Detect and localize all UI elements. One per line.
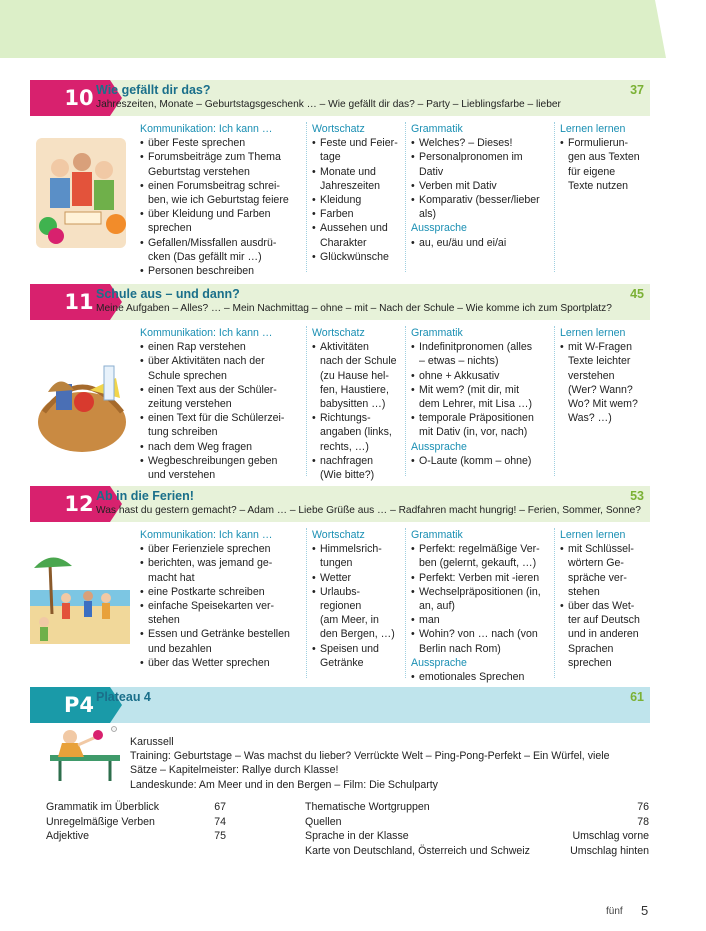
- column-line: (zu Hause hel-: [320, 369, 389, 382]
- plateau-line: Landeskunde: Am Meer und in den Bergen – Film: Die Schulparty: [130, 778, 438, 791]
- column-line: • Personalpronomen im: [411, 150, 556, 164]
- column-line: • einen Text für die Schülerzei-: [140, 411, 305, 425]
- column-line: Sprachen: [568, 642, 614, 655]
- column-divider: [405, 326, 406, 476]
- appendix-entry[interactable]: Grammatik im Überblick 67: [46, 801, 226, 813]
- column-line: regionen: [320, 600, 362, 613]
- column-heading: Kommunikation: Ich kann …: [140, 327, 273, 339]
- column-heading: Wortschatz: [312, 327, 365, 339]
- column-line: • mit Schlüssel-: [560, 542, 650, 556]
- column-heading: Kommunikation: Ich kann …: [140, 123, 273, 135]
- column-line: Jahreszeiten: [320, 179, 381, 192]
- unit-subtitle: Meine Aufgaben – Alles? … – Mein Nachmittag – ohne – mit – Nach der Schule – Wie komme ich zum Sportplatz?: [96, 303, 612, 314]
- column-line: (am Meer, in: [320, 614, 379, 627]
- column-grammatik: [411, 528, 556, 684]
- column-divider: [405, 528, 406, 678]
- column-line: • über Ferienziele sprechen: [140, 542, 305, 556]
- plateau-header: [30, 687, 650, 723]
- column-divider: [554, 326, 555, 476]
- column-line: • Forumsbeiträge zum Thema: [140, 150, 305, 164]
- column-heading: Grammatik: [411, 529, 463, 541]
- aussprache-line: • O-Laute (komm – ohne): [411, 454, 556, 468]
- column-line: • Formulierun-: [560, 136, 650, 150]
- page-number: 5: [641, 903, 649, 918]
- column-line: sprechen: [148, 222, 192, 235]
- column-line: ben, wie ich Geburtstag feiere: [148, 194, 289, 207]
- column-line: und verstehen: [148, 469, 216, 482]
- aussprache-line: • emotionales Sprechen: [411, 670, 556, 684]
- unit-number-badge: 12: [30, 486, 122, 522]
- column-line: • Glückwünsche: [312, 250, 407, 264]
- column-line: für eigene: [568, 165, 616, 178]
- column-line: • über Kleidung und Farben: [140, 207, 305, 221]
- column-grammatik: [411, 326, 556, 468]
- column-heading: Grammatik: [411, 327, 463, 339]
- column-line: stehen: [568, 585, 600, 598]
- column-line: sprechen: [568, 656, 612, 669]
- column-heading: Lernen lernen: [560, 327, 626, 339]
- column-line: • über Aktivitäten nach der: [140, 354, 305, 368]
- aussprache-heading: Aussprache: [411, 440, 467, 453]
- unit-number-badge: 10: [30, 80, 122, 116]
- column-line: • einfache Speisekarten ver-: [140, 599, 305, 613]
- column-line: • man: [411, 613, 556, 627]
- aussprache-heading: Aussprache: [411, 656, 467, 669]
- plateau-number-badge: P4: [30, 687, 122, 723]
- column-line: • ohne + Akkusativ: [411, 369, 556, 383]
- ping-pong-illustration: [40, 723, 130, 783]
- column-line: tungen: [320, 557, 353, 570]
- unit-header: [30, 284, 650, 320]
- column-line: mit Dativ (in, vor, nach): [419, 426, 528, 439]
- aussprache-line: • au, eu/äu und ei/ai: [411, 236, 556, 250]
- column-line: • Wegbeschreibungen geben: [140, 454, 305, 468]
- column-line: • über Feste sprechen: [140, 136, 305, 150]
- column-lernen: [560, 326, 650, 425]
- column-line: • Perfekt: Verben mit -ieren: [411, 571, 556, 585]
- appendix-entry[interactable]: Thematische Wortgruppen 76: [305, 801, 649, 813]
- unit-section: [30, 284, 650, 482]
- column-line: angaben (links,: [320, 426, 392, 439]
- column-line: und in anderen: [568, 628, 639, 641]
- column-line: Texte leichter: [568, 355, 631, 368]
- column-divider: [306, 326, 307, 476]
- column-line: • mit W-Fragen: [560, 340, 650, 354]
- column-divider: [405, 122, 406, 272]
- column-line: • Aussehen und: [312, 221, 407, 235]
- column-heading: Lernen lernen: [560, 529, 626, 541]
- unit-title[interactable]: Ab in die Ferien!: [96, 489, 194, 503]
- column-heading: Grammatik: [411, 123, 463, 135]
- plateau-page-number[interactable]: 61: [630, 690, 644, 704]
- column-lernen: [560, 528, 650, 670]
- top-banner: [0, 0, 706, 58]
- column-heading: Wortschatz: [312, 529, 365, 541]
- column-line: • einen Rap verstehen: [140, 340, 305, 354]
- column-line: • berichten, was jemand ge-: [140, 556, 305, 570]
- column-kommunikation: [140, 528, 305, 670]
- column-heading: Wortschatz: [312, 123, 365, 135]
- appendix-entry[interactable]: Unregelmäßige Verben 74: [46, 815, 226, 828]
- unit-header: [30, 80, 650, 116]
- column-line: • Kleidung: [312, 193, 407, 207]
- unit-title[interactable]: Schule aus – und dann?: [96, 287, 240, 301]
- appendix-right: [305, 800, 649, 858]
- column-line: babysitten …): [320, 398, 386, 411]
- column-line: tage: [320, 151, 341, 164]
- column-line: • Welches? – Dieses!: [411, 136, 556, 150]
- unit-subtitle: Jahreszeiten, Monate – Geburtstagsgeschenk … – Wie gefällt dir das? – Party – Lieblingsfarbe – lieber: [96, 99, 561, 110]
- unit-section: [30, 80, 650, 278]
- column-line: rechts, …): [320, 440, 369, 453]
- column-line: • Mit wem? (mit dir, mit: [411, 383, 556, 397]
- column-line: gen aus Texten: [568, 151, 640, 164]
- column-line: Geburtstag verstehen: [148, 165, 250, 178]
- column-kommunikation: [140, 326, 305, 482]
- column-line: wörtern Ge-: [568, 557, 624, 570]
- unit-section: [30, 486, 650, 684]
- column-line: • Personen beschreiben: [140, 264, 305, 278]
- column-line: Was? …): [568, 412, 612, 425]
- column-heading: Kommunikation: Ich kann …: [140, 529, 273, 541]
- column-line: Schule sprechen: [148, 369, 227, 382]
- column-line: • über das Wetter sprechen: [140, 656, 305, 670]
- appendix-left: [46, 800, 226, 844]
- column-line: • Aktivitäten: [312, 340, 407, 354]
- column-divider: [306, 122, 307, 272]
- column-line: Getränke: [320, 656, 364, 669]
- column-line: den Bergen, …): [320, 628, 395, 641]
- column-line: Texte nutzen: [568, 179, 629, 192]
- column-wortschatz: [312, 122, 407, 264]
- unit-subtitle: Was hast du gestern gemacht? – Adam … – Liebe Grüße aus … – Radfahren macht hungrig! – Ferien, Sommer, Sonne?: [96, 505, 641, 516]
- column-line: • Komparativ (besser/lieber: [411, 193, 556, 207]
- column-line: verstehen: [568, 369, 615, 382]
- column-line: • Wechselpräpositionen (in,: [411, 585, 556, 599]
- appendix-entry[interactable]: Quellen 78: [305, 815, 649, 828]
- column-line: fen, Haustiere,: [320, 383, 389, 396]
- column-line: • Feste und Feier-: [312, 136, 407, 150]
- page-word: fünf: [606, 906, 623, 917]
- column-line: • über das Wet-: [560, 599, 650, 613]
- plateau-line: Karussell: [130, 736, 174, 748]
- column-line: • Wetter: [312, 571, 407, 585]
- unit-header: [30, 486, 650, 522]
- column-line: tung schreiben: [148, 426, 218, 439]
- column-line: Wo? Mit wem?: [568, 398, 638, 411]
- column-line: • Gefallen/Missfallen ausdrü-: [140, 236, 305, 250]
- plateau-section: [30, 687, 650, 791]
- column-line: ter auf Deutsch: [568, 614, 640, 627]
- plateau-line: Sätze – Kapitelmeister: Rallye durch Klasse!: [130, 764, 339, 777]
- column-line: • Indefinitpronomen (alles: [411, 340, 556, 354]
- appendix-entry[interactable]: Sprache in der Klasse Umschlag vorne: [305, 830, 649, 842]
- column-line: • einen Forumsbeitrag schrei-: [140, 179, 305, 193]
- column-line: nach der Schule: [320, 355, 397, 368]
- column-divider: [306, 528, 307, 678]
- column-line: als): [419, 208, 437, 221]
- column-lernen: [560, 122, 650, 193]
- column-line: ben (gelernt, gekauft, …): [419, 557, 537, 570]
- column-divider: [554, 122, 555, 272]
- unit-illustration: [30, 534, 130, 669]
- plateau-line: Training: Geburtstage – Was machst du lieber? Verrückte Welt – Ping-Pong-Perfekt – Ein Würfel, viele: [130, 750, 610, 763]
- column-line: Dativ: [419, 165, 444, 178]
- unit-illustration: [30, 128, 130, 263]
- plateau-title[interactable]: Plateau 4: [96, 690, 151, 704]
- column-line: macht hat: [148, 571, 195, 584]
- aussprache-heading: Aussprache: [411, 222, 467, 235]
- column-line: • Monate und: [312, 165, 407, 179]
- column-line: • einen Text aus der Schüler-: [140, 383, 305, 397]
- column-wortschatz: [312, 326, 407, 482]
- column-line: cken (Das gefällt mir …): [148, 250, 262, 263]
- column-line: an, auf): [419, 600, 455, 613]
- column-line: • Farben: [312, 207, 407, 221]
- unit-illustration: [30, 332, 130, 467]
- column-line: und bezahlen: [148, 642, 212, 655]
- column-line: • Speisen und: [312, 642, 407, 656]
- column-line: – etwas – nichts): [419, 355, 499, 368]
- unit-page-number[interactable]: 53: [630, 489, 644, 503]
- plateau-content: [130, 735, 650, 792]
- column-line: • Himmelsrich-: [312, 542, 407, 556]
- column-line: Berlin nach Rom): [419, 642, 501, 655]
- column-line: • Richtungs-: [312, 411, 407, 425]
- column-line: • nachfragen: [312, 454, 407, 468]
- column-line: • temporale Präpositionen: [411, 411, 556, 425]
- column-line: dem Lehrer, mit Lisa …): [419, 398, 533, 411]
- unit-page-number[interactable]: 45: [630, 287, 644, 301]
- unit-title[interactable]: Wie gefällt dir das?: [96, 83, 211, 97]
- column-kommunikation: [140, 122, 305, 278]
- column-wortschatz: [312, 528, 407, 670]
- column-line: • nach dem Weg fragen: [140, 440, 305, 454]
- unit-number-badge: 11: [30, 284, 122, 320]
- column-line: (Wer? Wann?: [568, 383, 633, 396]
- column-line: • Perfekt: regelmäßige Ver-: [411, 542, 556, 556]
- unit-page-number[interactable]: 37: [630, 83, 644, 97]
- column-line: • Essen und Getränke bestellen: [140, 627, 305, 641]
- appendix-entry[interactable]: Karte von Deutschland, Österreich und Schweiz Umschlag hinten: [305, 844, 649, 857]
- appendix-entry[interactable]: Adjektive 75: [46, 830, 226, 842]
- column-line: • eine Postkarte schreiben: [140, 585, 305, 599]
- column-line: Charakter: [320, 236, 367, 249]
- column-line: stehen: [148, 614, 180, 627]
- column-line: zeitung verstehen: [148, 398, 232, 411]
- column-line: • Verben mit Dativ: [411, 179, 556, 193]
- column-line: spräche ver-: [568, 571, 627, 584]
- column-heading: Lernen lernen: [560, 123, 626, 135]
- column-grammatik: [411, 122, 556, 250]
- column-line: • Wohin? von … nach (von: [411, 627, 556, 641]
- column-line: • Urlaubs-: [312, 585, 407, 599]
- column-line: (Wie bitte?): [320, 469, 375, 482]
- column-divider: [554, 528, 555, 678]
